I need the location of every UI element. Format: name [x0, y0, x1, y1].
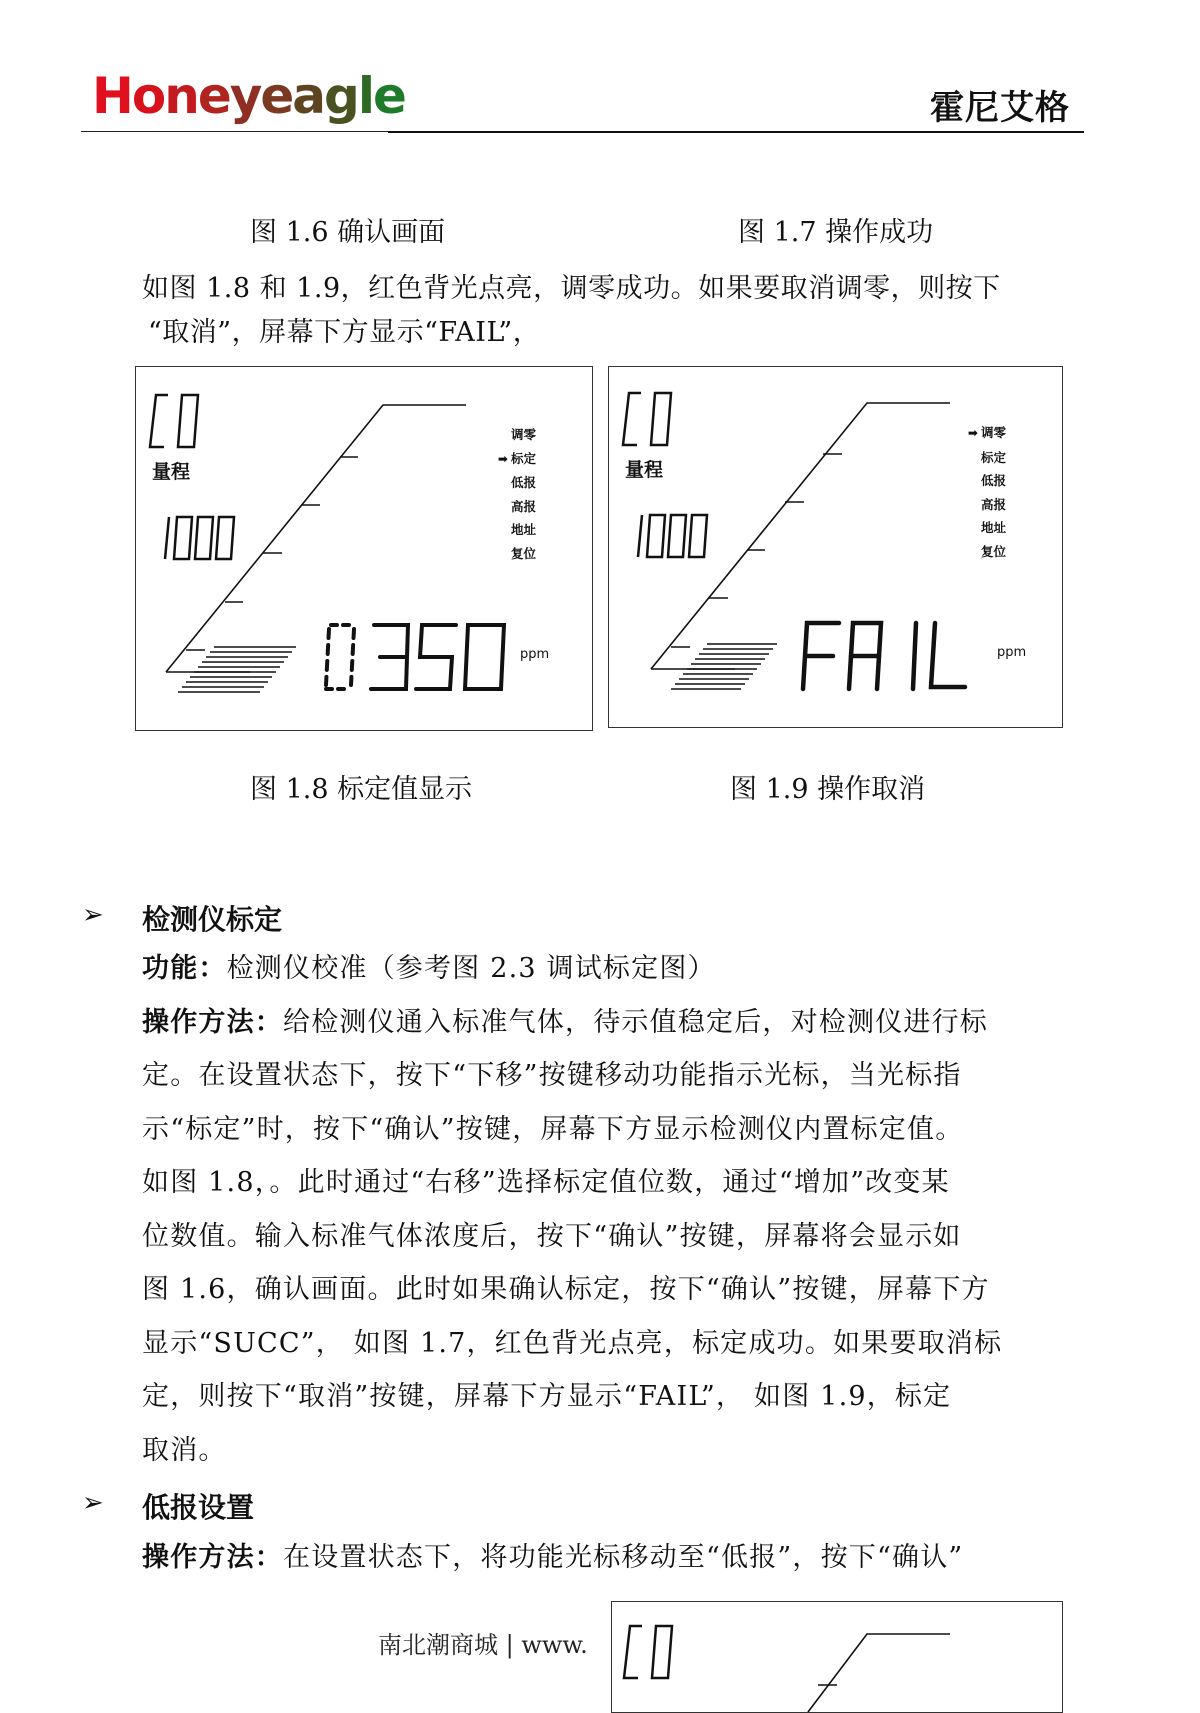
logo-letter: o: [131, 67, 165, 125]
body-line-text: 取消。: [142, 1434, 227, 1466]
menu-item: [968, 540, 1006, 564]
logo-letter: y: [229, 67, 261, 125]
logo-letter: H: [92, 67, 132, 125]
menu-item: [968, 516, 1006, 540]
body-line: [142, 1167, 950, 1199]
body-line: [142, 1435, 227, 1467]
function-menu: [498, 423, 536, 565]
body-line: [142, 1542, 963, 1574]
range-label: 量程: [152, 461, 191, 483]
unit-label: ppm: [997, 645, 1027, 660]
menu-item: [968, 493, 1006, 517]
body-line-text: 示“标定”时，按下“确认”按键，屏幕下方显示检测仪内置标定值。: [142, 1113, 964, 1145]
menu-item: [968, 469, 1006, 493]
intro-line-2: “取消”，屏幕下方显示“FAIL”，: [148, 317, 541, 348]
menu-item-label: 低报: [510, 475, 536, 490]
menu-item-label: 高报: [980, 496, 1006, 512]
body-line-text: 给检测仪通入标准气体，待示值稳定后，对检测仪进行标: [283, 1006, 988, 1038]
menu-item: [498, 542, 536, 566]
intro-line-1: 如图 1.8 和 1.9，红色背光点亮，调零成功。如果要取消调零，则按下: [142, 273, 1001, 304]
cursor-arrow-icon: ➡: [497, 451, 508, 466]
body-line: [142, 1060, 962, 1092]
body-line-text: 定。在设置状态下，按下“下移”按键移动功能指示光标，当光标指: [142, 1060, 962, 1091]
menu-item-label: 调零: [510, 427, 536, 442]
menu-item-label: 复位: [510, 545, 536, 561]
logo-letter: g: [324, 67, 358, 125]
bullet-arrow-icon: ➢: [82, 900, 104, 930]
header-rule-right: [388, 131, 1084, 133]
body-line: [142, 1007, 988, 1039]
menu-item-label: 地址: [980, 520, 1006, 535]
caption-fig-1-7: 图 1.7 操作成功: [738, 217, 934, 248]
cursor-arrow-icon: ➡: [967, 426, 978, 440]
body-line-label: 功能：: [142, 953, 227, 984]
body-line: [142, 1114, 963, 1146]
body-line-text: 定，则按下“取消”按键，屏幕下方显示“FAIL”， 如图 1.9，标定: [142, 1381, 952, 1412]
lcd-panel-partial: [611, 1601, 1063, 1713]
body-line-text: 如图 1.8，。此时通过“右移”选择标定值位数，通过“增加”改变某: [142, 1167, 950, 1198]
lcd-panel-calibration-value: [135, 366, 593, 731]
honeyeagle-logo: [92, 68, 405, 124]
logo-letter: e: [197, 67, 230, 125]
menu-item: [498, 423, 536, 447]
menu-item: [498, 471, 536, 495]
lcd-panel-operation-cancel: [608, 366, 1063, 728]
body-line-text: 位数值。输入标准气体浓度后，按下“确认”按键，屏幕将会显示如: [142, 1220, 962, 1252]
menu-item: [968, 446, 1006, 470]
menu-item-label: 标定: [510, 450, 536, 466]
logo-letter: e: [260, 67, 293, 125]
logo-letter: e: [372, 67, 405, 125]
menu-item-label: 地址: [510, 522, 536, 537]
range-label: 量程: [625, 459, 664, 481]
menu-item-label: 标定: [980, 449, 1006, 465]
logo-letter: a: [292, 67, 325, 125]
bullet-arrow-icon: ➢: [82, 1488, 104, 1518]
menu-item-label: 调零: [980, 425, 1006, 440]
caption-fig-1-6: 图 1.6 确认画面: [250, 217, 446, 248]
body-line-text: 检测仪校准（参考图 2.3 调试标定图）: [226, 953, 716, 984]
unit-label: ppm: [520, 647, 550, 662]
caption-fig-1-9: 图 1.9 操作取消: [730, 774, 926, 805]
menu-item-label: 高报: [510, 498, 536, 514]
footer-text: 南北潮商城 | www.: [378, 1631, 588, 1659]
body-line-text: 显示“SUCC”， 如图 1.7，红色背光点亮，标定成功。如果要取消标: [142, 1327, 1003, 1359]
body-line: [142, 1381, 951, 1413]
menu-item: [498, 447, 536, 472]
menu-item-label: 复位: [980, 543, 1006, 559]
function-menu: [968, 421, 1006, 563]
body-line-label: 操作方法：: [142, 1542, 283, 1573]
section-heading-low-alarm: 低报设置: [142, 1491, 255, 1524]
logo-letter: n: [164, 67, 198, 125]
header-rule-left: [81, 131, 388, 132]
menu-item: [498, 518, 536, 542]
body-line: [142, 1328, 1002, 1360]
body-line-label: 操作方法：: [142, 1006, 283, 1038]
menu-item: [968, 421, 1006, 446]
body-line: [142, 953, 716, 985]
logo-letter: l: [357, 67, 373, 125]
body-line: [142, 1221, 962, 1253]
section-heading-calibration: 检测仪标定: [142, 903, 283, 936]
menu-item: [498, 495, 536, 519]
body-line: [142, 1274, 990, 1306]
caption-fig-1-8: 图 1.8 标定值显示: [250, 774, 473, 805]
body-line-text: 在设置状态下，将功能光标移动至“低报”，按下“确认”: [283, 1542, 964, 1573]
brand-chinese-name: 霍尼艾格: [930, 88, 1070, 128]
menu-item-label: 低报: [980, 473, 1006, 488]
body-line-text: 图 1.6，确认画面。此时如果确认标定，按下“确认”按键，屏幕下方: [142, 1274, 990, 1305]
